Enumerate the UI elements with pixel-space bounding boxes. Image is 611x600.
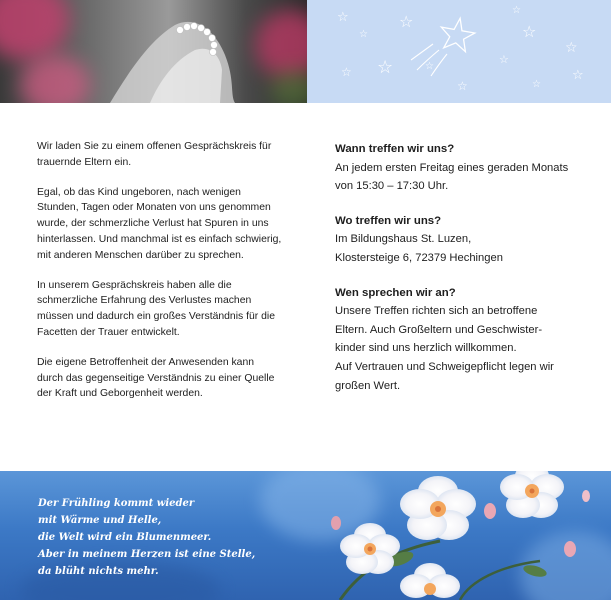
shooting-star-icon [307,0,611,103]
when-text: von 15:30 – 17:30 Uhr. [335,180,449,193]
star-icon: ☆ [377,57,394,77]
who-text: Unsere Treffen richten sich an betroffene [335,305,538,318]
who-block [335,284,585,396]
star-icon: ☆ [532,79,541,90]
who-text: Auf Vertrauen und Schweigepflicht legen wir [335,360,554,373]
intro-text [37,139,282,416]
when-text: An jedem ersten Freitag eines geraden Monats [335,161,569,174]
intro-paragraph: In unserem Gesprächskreis haben alle die schmerzliche Erfahrung des Verlustes machen müssen und dadurch ein großes Verständnis für die Facetten der Trauer entwickelt. [37,279,275,338]
star-icon: ☆ [337,9,349,24]
hands-illustration [0,0,307,103]
poem-line: mit Wärme und Helle, [38,515,162,526]
star-icon: ☆ [499,54,509,66]
stars-illustration [307,0,611,103]
when-heading: Wann treffen wir uns? [335,143,455,155]
blossom-photo [0,471,611,600]
poem-line: da blüht nichts mehr. [38,566,159,577]
who-heading: Wen sprechen wir an? [335,286,456,299]
where-heading: Wo treffen wir uns? [335,214,442,227]
where-text: Klostersteige 6, 72379 Hechingen [335,251,503,264]
star-icon: ☆ [341,65,352,79]
star-icon: ☆ [399,14,414,31]
star-icon: ☆ [359,29,368,40]
poem [38,495,308,580]
poem-line: die Welt wird ein Blumenmeer. [38,532,212,543]
when-block [335,140,585,196]
blossoms-illustration [300,471,611,600]
star-icon: ☆ [425,61,434,72]
star-icon: ☆ [512,5,521,16]
where-block [335,212,585,268]
who-text: Eltern. Auch Großeltern und Geschwister- [335,323,543,336]
star-icon: ☆ [457,79,468,93]
intro-paragraph: Egal, ob das Kind ungeboren, nach wenigen Stunden, Tagen oder Monaten von uns genommen wurde, der schmerzliche Verlust hat Spuren in uns hinterlassen. Und manchmal ist es einfach schwierig, mit anderen Menschen darüber zu sprechen. [37,186,282,261]
info-column [335,140,585,411]
intro-paragraph: Wir laden Sie zu einem offenen Gesprächskreis für trauernde Eltern ein. [37,141,272,168]
who-text: kinder sind uns herzlich willkommen. [335,342,517,355]
who-text: großen Wert. [335,379,401,392]
star-icon: ☆ [522,24,537,41]
intro-paragraph: Die eigene Betroffenheit der Anwesenden kann durch das gegenseitige Verständnis zu einer Quelle der Kraft und Geborgenheit werden. [37,356,275,400]
star-icon: ☆ [572,67,584,82]
where-text: Im Bildungshaus St. Luzen, [335,233,472,246]
star-icon: ☆ [565,39,578,55]
poem-line: Aber in meinem Herzen ist eine Stelle, [38,549,256,560]
poem-line: Der Frühling kommt wieder [38,498,195,509]
photo-hands-bracelet [0,0,307,103]
